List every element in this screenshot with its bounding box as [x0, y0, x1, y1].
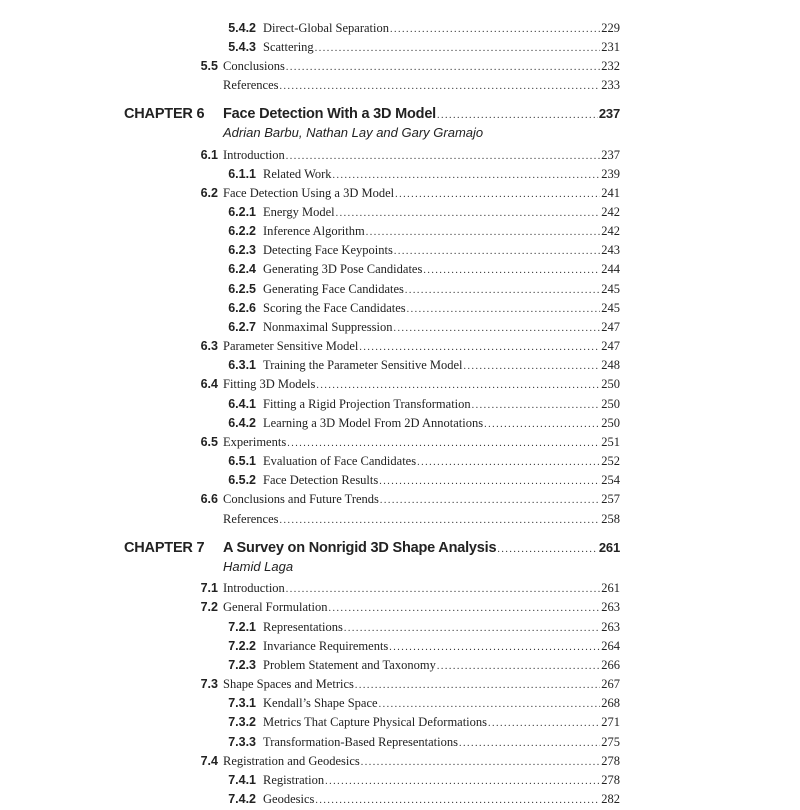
- chapter-7-authors: Hamid Laga: [223, 559, 294, 574]
- toc-entry-page: 263: [601, 620, 620, 634]
- toc-entry-number: 7.3.3: [228, 735, 256, 749]
- toc-entry-number: 5.4.3: [228, 40, 256, 54]
- dot-leader: [355, 676, 600, 695]
- toc-entry-page: 229: [601, 21, 620, 35]
- toc-entry-number: 6.3.1: [228, 358, 256, 372]
- toc-entry-title: Metrics That Capture Physical Deformations: [263, 715, 488, 729]
- toc-entry-page: 252: [601, 454, 620, 468]
- toc-entry-title: Conclusions and Future Trends: [223, 492, 379, 506]
- toc-entry-page: 245: [601, 301, 620, 315]
- toc-entry-page: 250: [601, 397, 620, 411]
- toc-entry-7-1[interactable]: [0, 579, 800, 598]
- toc-entry-number: 6.2: [200, 186, 218, 200]
- dot-leader: [395, 185, 600, 204]
- toc-entry-page: 257: [601, 492, 620, 506]
- toc-entry-ch5-references[interactable]: [0, 76, 800, 95]
- toc-entry-number: 6.6: [200, 492, 218, 506]
- toc-entry-title: Detecting Face Keypoints: [263, 243, 393, 257]
- toc-entry-number: 6.2.7: [228, 320, 256, 334]
- toc-entry-number: 7.2.2: [228, 639, 256, 653]
- toc-entry-page: 233: [601, 78, 620, 92]
- dot-leader: [379, 695, 601, 714]
- toc-entry-page: 247: [601, 320, 620, 334]
- toc-entry-number: 6.5: [200, 435, 218, 449]
- chapter-title: Face Detection With a 3D Model: [223, 106, 437, 122]
- toc-entry-number: 6.1: [200, 148, 218, 162]
- toc-entry-title: Parameter Sensitive Model: [223, 339, 359, 353]
- toc-entry-number: 7.4.2: [228, 792, 256, 806]
- toc-entry-6-5[interactable]: [0, 433, 800, 452]
- toc-entry-page: 266: [601, 658, 620, 672]
- dot-leader: [315, 39, 601, 58]
- dot-leader: [407, 300, 601, 319]
- toc-entry-number: 5.4.2: [228, 21, 256, 35]
- toc-entry-title: Scattering: [263, 40, 314, 54]
- toc-entry-page: 261: [601, 581, 620, 595]
- toc-entry-number: 6.3: [200, 339, 218, 353]
- dot-leader: [380, 491, 600, 510]
- toc-entry-title: Invariance Requirements: [263, 639, 389, 653]
- toc-entry-7-3-1[interactable]: [0, 694, 800, 713]
- toc-entry-title: Learning a 3D Model From 2D Annotations: [263, 416, 484, 430]
- toc-entry-number: 7.2.1: [228, 620, 256, 634]
- toc-entry-6-1[interactable]: [0, 146, 800, 165]
- toc-entry-number: 6.2.3: [228, 243, 256, 257]
- toc-entry-number: 6.1.1: [228, 167, 256, 181]
- dot-leader: [459, 734, 600, 753]
- dot-leader: [344, 619, 600, 638]
- toc-entry-page: 248: [601, 358, 620, 372]
- toc-entry-6-2[interactable]: [0, 184, 800, 203]
- dot-leader: [389, 638, 600, 657]
- toc-entry-7-3-2[interactable]: [0, 713, 800, 732]
- dot-leader: [484, 415, 600, 434]
- dot-leader: [366, 223, 601, 242]
- toc-entry-number: 6.4: [200, 377, 218, 391]
- dot-leader: [329, 599, 601, 618]
- toc-entry-title: Experiments: [223, 435, 287, 449]
- toc-entry-page: 241: [601, 186, 620, 200]
- dot-leader: [336, 204, 601, 223]
- toc-entry-title: Generating Face Candidates: [263, 282, 404, 296]
- toc-entry-page: 251: [601, 435, 620, 449]
- toc-entry-7-2-3[interactable]: [0, 656, 800, 675]
- chapter-title: A Survey on Nonrigid 3D Shape Analysis: [223, 540, 497, 556]
- toc-entry-page: 278: [601, 773, 620, 787]
- toc-entry-page: 258: [601, 512, 620, 526]
- toc-entry-page: 271: [601, 715, 620, 729]
- dot-leader: [437, 657, 600, 676]
- toc-entry-title: Introduction: [223, 148, 285, 162]
- toc-entry-title: Evaluation of Face Candidates: [263, 454, 417, 468]
- toc-entry-7-3[interactable]: [0, 675, 800, 694]
- toc-entry-page: 242: [601, 205, 620, 219]
- toc-entry-5-5[interactable]: [0, 57, 800, 76]
- dot-leader: [361, 753, 600, 772]
- chapter-7-heading[interactable]: [0, 536, 800, 560]
- toc-entry-number: 6.4.2: [228, 416, 256, 430]
- toc-entry-page: 245: [601, 282, 620, 296]
- toc-entry-title: Transformation-Based Representations: [263, 735, 458, 749]
- toc-entry-title: General Formulation: [223, 600, 328, 614]
- toc-entry-number: 6.4.1: [228, 397, 256, 411]
- dot-leader: [325, 772, 600, 791]
- toc-entry-7-4-1[interactable]: [0, 771, 800, 790]
- toc-entry-page: 239: [601, 167, 620, 181]
- dot-leader: [472, 396, 601, 415]
- toc-entry-title: Conclusions: [223, 59, 285, 73]
- toc-entry-page: 282: [601, 792, 620, 806]
- toc-entry-title: Inference Algorithm: [263, 224, 365, 238]
- toc-entry-6-1-1[interactable]: [0, 165, 800, 184]
- toc-entry-title: References: [223, 78, 279, 92]
- dot-leader: [394, 319, 601, 338]
- dot-leader: [437, 106, 598, 125]
- toc-entry-page: 250: [601, 377, 620, 391]
- chapter-page: 261: [598, 540, 620, 555]
- toc-entry-6-4[interactable]: [0, 375, 800, 394]
- toc-entry-6-2-3[interactable]: [0, 241, 800, 260]
- toc-entry-6-3[interactable]: [0, 337, 800, 356]
- toc-entry-number: 6.2.6: [228, 301, 256, 315]
- toc-entry-7-2[interactable]: [0, 598, 800, 617]
- toc-entry-page: 250: [601, 416, 620, 430]
- toc-entry-title: Direct-Global Separation: [263, 21, 389, 35]
- toc-entry-title: Generating 3D Pose Candidates: [263, 262, 423, 276]
- toc-entry-6-5-2[interactable]: [0, 471, 800, 490]
- chapter-label: CHAPTER 7: [124, 540, 205, 556]
- dot-leader: [286, 580, 600, 599]
- dot-leader: [280, 511, 601, 530]
- toc-entry-title: Nonmaximal Suppression: [263, 320, 393, 334]
- toc-entry-page: 268: [601, 696, 620, 710]
- dot-leader: [280, 77, 601, 96]
- toc-entry-number: 6.5.1: [228, 454, 256, 468]
- toc-entry-title: Face Detection Results: [263, 473, 379, 487]
- toc-entry-7-3-3[interactable]: [0, 733, 800, 752]
- dot-leader: [379, 472, 600, 491]
- dot-leader: [333, 166, 601, 185]
- toc-entry-page: 244: [601, 262, 620, 276]
- dot-leader: [316, 376, 600, 395]
- toc-entry-title: Related Work: [263, 167, 332, 181]
- toc-entry-page: 242: [601, 224, 620, 238]
- toc-entry-6-2-1[interactable]: [0, 203, 800, 222]
- toc-entry-title: Kendall’s Shape Space: [263, 696, 378, 710]
- toc-entry-number: 6.2.4: [228, 262, 256, 276]
- toc-entry-number: 7.2.3: [228, 658, 256, 672]
- toc-entry-title: Fitting 3D Models: [223, 377, 316, 391]
- dot-leader: [497, 540, 598, 559]
- toc-entry-6-2-6[interactable]: [0, 299, 800, 318]
- toc-entry-number: 7.4: [200, 754, 218, 768]
- toc-entry-6-4-2[interactable]: [0, 414, 800, 433]
- chapter-6-heading[interactable]: [0, 102, 800, 126]
- toc-entry-page: 263: [601, 600, 620, 614]
- toc-entry-page: 247: [601, 339, 620, 353]
- dot-leader: [488, 714, 600, 733]
- toc-entry-ch6-references[interactable]: [0, 510, 800, 529]
- toc-entry-title: Registration and Geodesics: [223, 754, 360, 768]
- toc-entry-6-2-5[interactable]: [0, 280, 800, 299]
- toc-entry-title: References: [223, 512, 279, 526]
- toc-entry-title: Geodesics: [263, 792, 315, 806]
- toc-entry-page: 278: [601, 754, 620, 768]
- toc-entry-title: Face Detection Using a 3D Model: [223, 186, 395, 200]
- dot-leader: [315, 791, 600, 810]
- toc-entry-6-6[interactable]: [0, 490, 800, 509]
- chapter-page: 237: [598, 106, 620, 121]
- toc-entry-title: Scoring the Face Candidates: [263, 301, 406, 315]
- dot-leader: [390, 20, 600, 39]
- toc-entry-title: Representations: [263, 620, 343, 634]
- toc-entry-number: 7.4.1: [228, 773, 256, 787]
- toc-entry-7-4[interactable]: [0, 752, 800, 771]
- toc-entry-number: 6.2.2: [228, 224, 256, 238]
- toc-entry-number: 7.2: [200, 600, 218, 614]
- toc-entry-page: 237: [601, 148, 620, 162]
- toc-entry-number: 6.2.5: [228, 282, 256, 296]
- dot-leader: [359, 338, 600, 357]
- toc-entry-number: 7.3: [200, 677, 218, 691]
- toc-entry-6-2-4[interactable]: [0, 260, 800, 279]
- toc-entry-number: 7.1: [200, 581, 218, 595]
- toc-entry-number: 7.3.2: [228, 715, 256, 729]
- toc-entry-6-5-1[interactable]: [0, 452, 800, 471]
- dot-leader: [286, 58, 600, 77]
- dot-leader: [405, 281, 600, 300]
- dot-leader: [394, 242, 600, 261]
- dot-leader: [286, 147, 600, 166]
- toc-entry-page: 231: [601, 40, 620, 54]
- dot-leader: [464, 357, 601, 376]
- toc-entry-number: 6.5.2: [228, 473, 256, 487]
- toc-entry-page: 275: [601, 735, 620, 749]
- toc-entry-title: Training the Parameter Sensitive Model: [263, 358, 463, 372]
- toc-entry-7-2-2[interactable]: [0, 637, 800, 656]
- toc-entry-7-2-1[interactable]: [0, 618, 800, 637]
- toc-entry-title: Problem Statement and Taxonomy: [263, 658, 436, 672]
- dot-leader: [423, 261, 600, 280]
- toc-entry-title: Fitting a Rigid Projection Transformation: [263, 397, 471, 411]
- toc-entry-title: Energy Model: [263, 205, 335, 219]
- toc-entry-6-4-1[interactable]: [0, 395, 800, 414]
- toc-entry-number: 6.2.1: [228, 205, 256, 219]
- toc-entry-page: 254: [601, 473, 620, 487]
- chapter-6-authors: Adrian Barbu, Nathan Lay and Gary Gramajo: [223, 125, 484, 140]
- toc-entry-number: 7.3.1: [228, 696, 256, 710]
- toc-entry-6-2-7[interactable]: [0, 318, 800, 337]
- dot-leader: [287, 434, 600, 453]
- toc-entry-page: 264: [601, 639, 620, 653]
- toc-entry-page: 232: [601, 59, 620, 73]
- toc-entry-title: Registration: [263, 773, 325, 787]
- dot-leader: [417, 453, 600, 472]
- toc-entry-5-4-3[interactable]: [0, 38, 800, 57]
- toc-entry-6-2-2[interactable]: [0, 222, 800, 241]
- toc-entry-page: 243: [601, 243, 620, 257]
- toc-entry-5-4-2[interactable]: [0, 19, 800, 38]
- toc-entry-6-3-1[interactable]: [0, 356, 800, 375]
- toc-entry-number: 5.5: [200, 59, 218, 73]
- chapter-label: CHAPTER 6: [124, 106, 205, 122]
- toc-entry-title: Shape Spaces and Metrics: [223, 677, 354, 691]
- toc-entry-title: Introduction: [223, 581, 285, 595]
- toc-entry-page: 267: [601, 677, 620, 691]
